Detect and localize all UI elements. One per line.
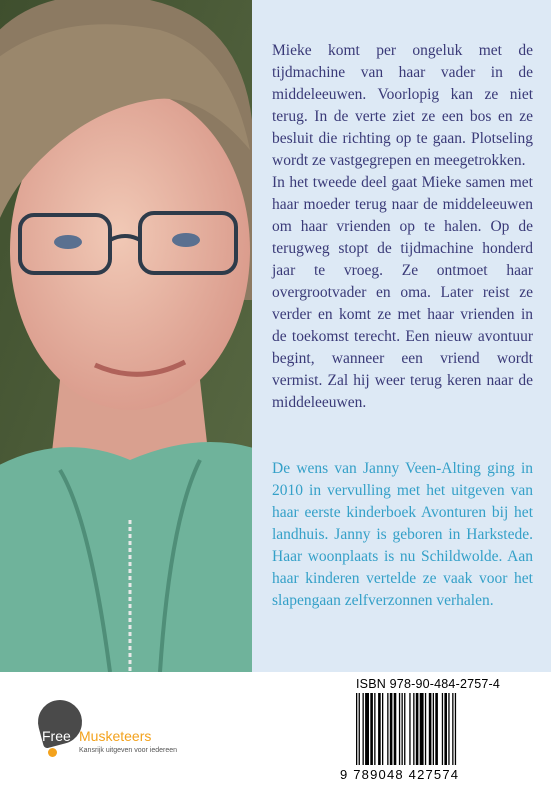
barcode-bar xyxy=(356,693,357,765)
author-photo xyxy=(0,0,252,672)
barcode-bar xyxy=(363,693,364,765)
barcode-bar xyxy=(402,693,403,765)
barcode-bar xyxy=(452,693,453,765)
barcode-bar xyxy=(444,693,447,765)
barcode-digits: 9 789048 427574 xyxy=(340,767,460,782)
publisher-logo xyxy=(38,700,198,770)
barcode-bar xyxy=(425,693,426,765)
publisher-tagline: Kansrijk uitgeven voor iedereen xyxy=(79,747,178,754)
barcode-bar xyxy=(455,693,456,765)
barcode-bar xyxy=(409,693,410,765)
barcode-bar xyxy=(442,693,443,765)
barcode-bar xyxy=(448,693,449,765)
barcode-bar xyxy=(429,693,432,765)
barcode-bar xyxy=(390,693,393,765)
barcode-bar xyxy=(399,693,400,765)
publisher-name-part1: Free xyxy=(42,728,71,744)
barcode-bar xyxy=(370,693,373,765)
barcode-bar xyxy=(378,693,381,765)
book-summary xyxy=(272,40,533,414)
author-bio: De wens van Janny Veen-Alting ging in 2010 in vervulling met het uitgeven van haar eerste kinderboek Avonturen bij het landhuis. Janny is geboren in Harkstede. Haar woonplaats is nu Schildwolde. Aan haar kinderen vertelde ze vaak voor het slapengaan zelfverzonnen verhalen. xyxy=(272,460,533,609)
barcode-bar xyxy=(433,693,434,765)
barcode-bar xyxy=(413,693,414,765)
barcode-bar xyxy=(359,693,360,765)
publisher-name-part2: Musketeers xyxy=(79,728,152,744)
isbn-label: ISBN 978-90-484-2757-4 xyxy=(356,677,501,691)
summary-paragraph: Mieke komt per ongeluk met de tijdmachine van haar vader in de middeleeuwen. Voorlopig kan ze niet terug. In de verte ziet ze een bos en ze besluit die richting op te gaan. Plotseling wordt ze vastgegrepen en meegetrokken. xyxy=(272,42,533,169)
barcode-bar xyxy=(420,693,424,765)
barcode-bar xyxy=(365,693,369,765)
summary-paragraph: In het tweede deel gaat Mieke samen met haar moeder terug naar de middeleeuwen om haar vrienden op te halen. Op de terugweg stopt de tijdmachine honderd jaar te vroeg. Ze ontmoet haar overgrootvader en oma. Later reist ze verder en komt ze met haar vrienden in de toekomst terecht. Een nieuw avontuur begint, wanneer een vriend wordt vermist. Zal hij weer terug keren naar de middeleeuwen. xyxy=(272,174,533,411)
dot-icon xyxy=(48,748,57,757)
barcode-bar xyxy=(382,693,383,765)
barcode-bar xyxy=(387,693,388,765)
barcode-bar xyxy=(435,693,438,765)
barcode xyxy=(354,693,502,765)
barcode-bar xyxy=(394,693,397,765)
barcode-bar xyxy=(374,693,375,765)
barcode-bar xyxy=(416,693,419,765)
barcode-bar xyxy=(404,693,405,765)
